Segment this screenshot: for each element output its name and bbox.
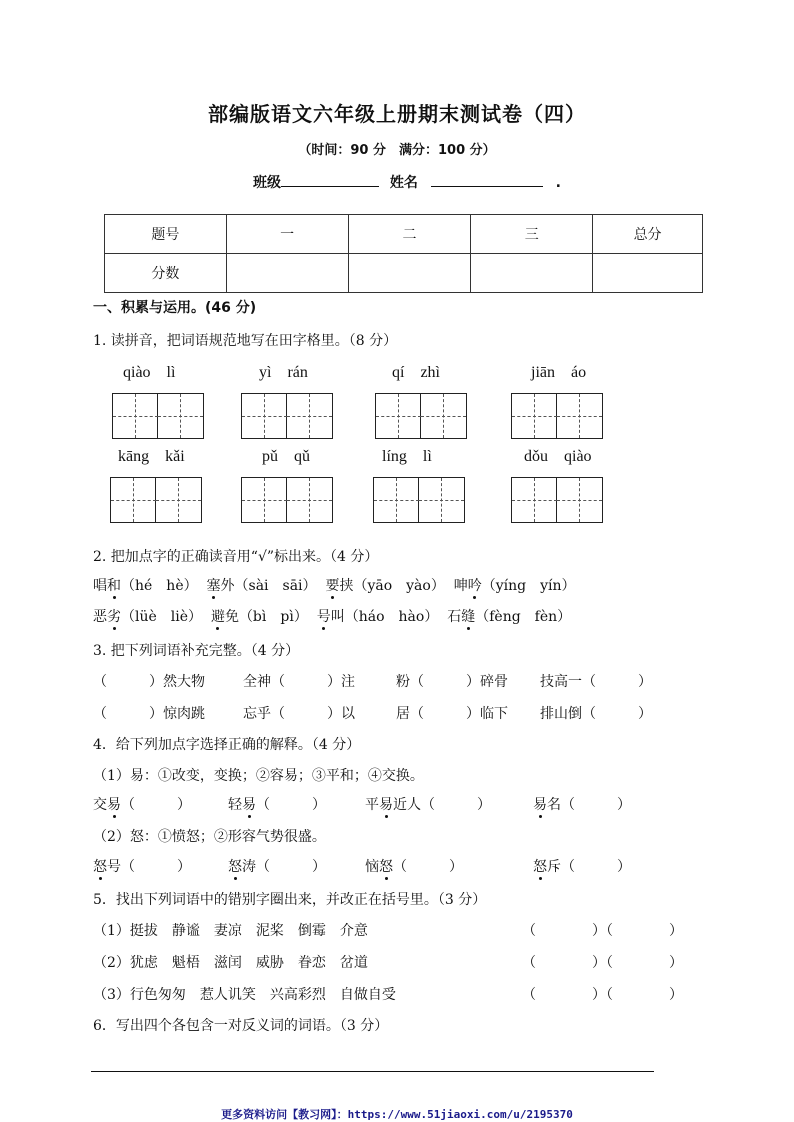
score-header-cell: 总分 [593, 215, 703, 254]
q4-item[interactable]: 易名（ ） [533, 794, 631, 814]
q5-answer-blank[interactable]: （ ）（ ） [522, 955, 683, 971]
class-label: 班级 [253, 175, 281, 191]
q1-pinyin: qí zhì [392, 364, 440, 381]
q2-prompt: 2. 把加点字的正确读音用“√”标出来。（4 分） [93, 549, 379, 565]
q4-item[interactable]: 怒涛（ ） [228, 856, 326, 876]
q5-row[interactable]: （1）挺拔 静谧 妻凉 泥桨 倒霉 介意 [93, 923, 368, 939]
q3-item[interactable]: （ ）惊肉跳 [93, 706, 205, 722]
q3-item[interactable]: 技高一（ ） [540, 674, 652, 690]
exam-time-score: （时间：90 分 满分：100 分） [298, 143, 496, 158]
q2-row [93, 575, 576, 595]
end-mark: . [555, 175, 561, 191]
q6-prompt: 6．写出四个各包含一对反义词的词语。（3 分） [93, 1018, 389, 1034]
score-header-cell: 一 [226, 215, 348, 254]
q2-item[interactable]: 号叫（háo hào） [317, 609, 439, 625]
tianzige-grid[interactable] [110, 477, 202, 523]
q1-pinyin: qiào lì [123, 364, 176, 381]
q2-item[interactable]: 恶劣（lüè liè） [93, 609, 202, 625]
score-input-cell[interactable] [226, 254, 348, 293]
score-row-label: 分数 [105, 254, 227, 293]
q4-item[interactable]: 怒斥（ ） [533, 856, 631, 876]
q1-pinyin: dǒu qiào [524, 448, 592, 465]
footer-link[interactable]: 更多资料访问【教习网】：https://www.51jiaoxi.com/u/2195370 [221, 1108, 573, 1121]
q5-answer-blank[interactable]: （ ）（ ） [522, 923, 683, 939]
q5-prompt: 5．找出下列词语中的错别字圈出来，并改正在括号里。（3 分） [93, 892, 487, 908]
q2-item[interactable]: 塞外（sài sāi） [207, 578, 317, 594]
score-header-cell: 三 [471, 215, 593, 254]
q3-item[interactable]: 居（ ）临下 [396, 706, 508, 722]
q2-item[interactable]: 唱和（hé hè） [93, 578, 198, 594]
q4-prompt: 4．给下列加点字选择正确的解释。（4 分） [93, 737, 361, 753]
q3-item[interactable]: （ ）然大物 [93, 674, 205, 690]
score-table-score-row [105, 254, 703, 293]
tianzige-grid[interactable] [241, 393, 333, 439]
score-input-cell[interactable] [471, 254, 593, 293]
q3-prompt: 3. 把下列词语补充完整。（4 分） [93, 643, 300, 659]
q5-row[interactable]: （3）行色匆匆 惹人讥笑 兴高彩烈 自做自受 [93, 987, 396, 1003]
q2-row [93, 606, 571, 626]
name-field[interactable] [431, 173, 543, 187]
score-table [104, 214, 703, 293]
q4-definition: （2）怒：①愤怒；②形容气势很盛。 [93, 829, 326, 845]
score-input-cell[interactable] [348, 254, 471, 293]
q4-item[interactable]: 轻易（ ） [228, 794, 326, 814]
tianzige-grid[interactable] [511, 477, 603, 523]
q2-item[interactable]: 呻吟（yíng yín） [454, 578, 576, 594]
score-input-cell[interactable] [593, 254, 703, 293]
q5-row[interactable]: （2）犹虑 魁梧 滋闰 威胁 眷恋 岔道 [93, 955, 368, 971]
class-field[interactable] [281, 173, 379, 187]
class-name-line [253, 172, 561, 192]
q4-item[interactable]: 平易近人（ ） [365, 794, 491, 814]
tianzige-grid[interactable] [241, 477, 333, 523]
q1-pinyin: jiān áo [531, 364, 587, 381]
q4-item[interactable]: 交易（ ） [93, 794, 191, 814]
q4-item[interactable]: 恼怒（ ） [365, 856, 463, 876]
q1-pinyin: pǔ qǔ [262, 448, 310, 465]
q2-item[interactable]: 要挟（yāo yào） [325, 578, 444, 594]
q1-pinyin: kāng kǎi [118, 448, 185, 465]
q2-item[interactable]: 避免（bì pì） [211, 609, 308, 625]
q1-pinyin: yì rán [259, 364, 308, 381]
tianzige-grid[interactable] [375, 393, 467, 439]
name-label: 姓名 [389, 175, 418, 191]
q4-definition: （1）易：①改变，变换；②容易；③平和；④交换。 [93, 768, 424, 784]
q2-item[interactable]: 石缝（fèng fèn） [447, 609, 571, 625]
score-header-cell: 二 [348, 215, 471, 254]
page-title: 部编版语文六年级上册期末测试卷（四） [208, 102, 586, 126]
score-header-cell: 题号 [105, 215, 227, 254]
q1-pinyin: líng lì [382, 448, 432, 465]
q3-item[interactable]: 粉（ ）碎骨 [396, 674, 508, 690]
q3-item[interactable]: 排山倒（ ） [540, 706, 652, 722]
q1-prompt: 1. 读拼音，把词语规范地写在田字格里。（8 分） [93, 333, 398, 349]
score-table-header-row [105, 215, 703, 254]
tianzige-grid[interactable] [373, 477, 465, 523]
q5-answer-blank[interactable]: （ ）（ ） [522, 987, 683, 1003]
q3-item[interactable]: 全神（ ）注 [243, 674, 355, 690]
section-1-title: 一、积累与运用。(46 分) [93, 300, 257, 316]
tianzige-grid[interactable] [511, 393, 603, 439]
q3-item[interactable]: 忘乎（ ）以 [243, 706, 355, 722]
q4-item[interactable]: 怒号（ ） [93, 856, 191, 876]
tianzige-grid[interactable] [112, 393, 204, 439]
footer-divider [91, 1071, 654, 1072]
